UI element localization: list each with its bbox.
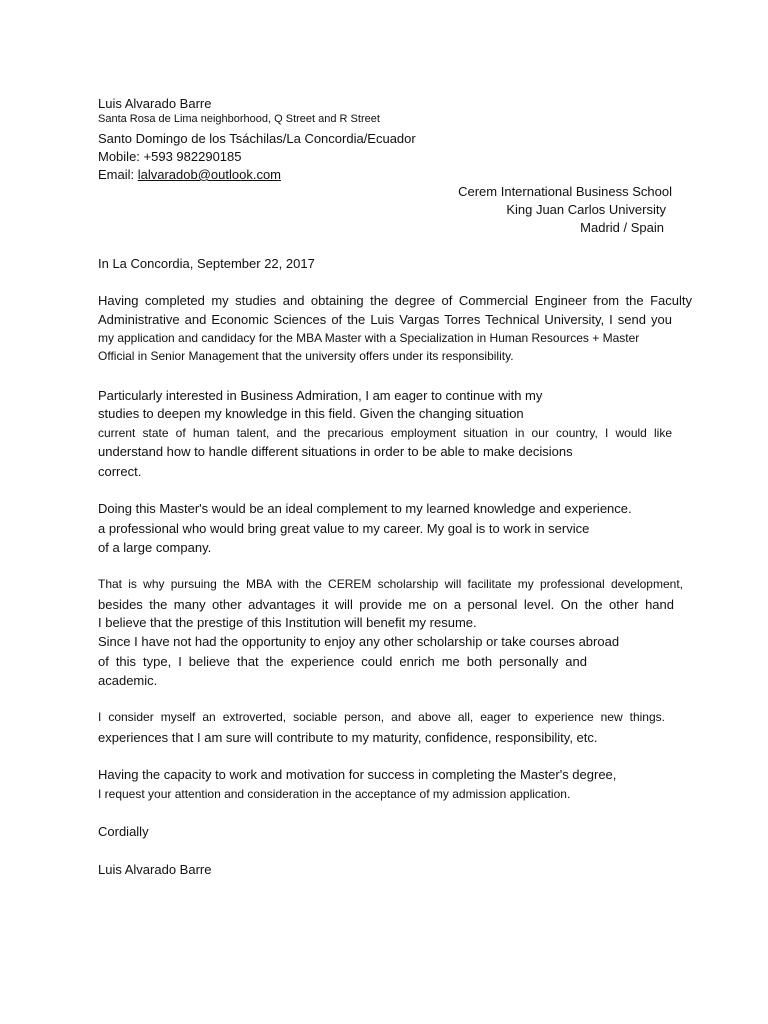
- sender-email-line: [98, 168, 281, 181]
- paragraph-2-line-5: correct.: [98, 464, 142, 479]
- paragraph-4-line-1: That is why pursuing the MBA with the CEREM scholarship will facilitate my professional development,: [98, 577, 683, 591]
- signature: Luis Alvarado Barre: [98, 862, 212, 877]
- paragraph-1-line-3: my application and candidacy for the MBA Master with a Specialization in Human Resources + Master: [98, 331, 640, 345]
- closing: Cordially: [98, 824, 149, 839]
- recipient-line1: Cerem International Business School: [458, 184, 672, 199]
- paragraph-2-line-4: understand how to handle different situations in order to be able to make decisions: [98, 444, 573, 459]
- paragraph-2-line-3: current state of human talent, and the precarious employment situation in our country, I would like: [98, 426, 672, 440]
- email-link[interactable]: lalvaradob@outlook.com: [137, 167, 282, 182]
- sender-address-line1: Santa Rosa de Lima neighborhood, Q Street and R Street: [98, 113, 380, 125]
- recipient-line3: Madrid / Spain: [580, 220, 664, 235]
- sender-mobile: Mobile: +593 982290185: [98, 149, 242, 164]
- paragraph-5-line-2: experiences that I am sure will contribute to my maturity, confidence, responsibility, etc.: [98, 730, 598, 745]
- paragraph-4-line-4: Since I have not had the opportunity to enjoy any other scholarship or take courses abroad: [98, 634, 620, 649]
- paragraph-4-line-6: academic.: [98, 673, 158, 688]
- paragraph-3-line-2: a professional who would bring great value to my career. My goal is to work in service: [98, 521, 590, 536]
- paragraph-1-line-1: Having completed my studies and obtaining the degree of Commercial Engineer from the Faculty: [98, 293, 692, 308]
- paragraph-6-line-1: Having the capacity to work and motivation for success in completing the Master's degree,: [98, 767, 617, 782]
- paragraph-1-line-2: Administrative and Economic Sciences of the Luis Vargas Torres Technical University, I send you: [98, 312, 672, 327]
- email-label: Email:: [98, 167, 138, 182]
- date-line: In La Concordia, September 22, 2017: [98, 256, 315, 271]
- paragraph-5-line-1: I consider myself an extroverted, sociable person, and above all, eager to experience new things.: [98, 710, 665, 724]
- paragraph-1-line-4: Official in Senior Management that the university offers under its responsibility.: [98, 349, 514, 363]
- paragraph-4-line-5: of this type, I believe that the experience could enrich me both personally and: [98, 654, 587, 669]
- paragraph-3-line-1: Doing this Master's would be an ideal complement to my learned knowledge and experience.: [98, 501, 632, 516]
- sender-name: Luis Alvarado Barre: [98, 96, 212, 111]
- paragraph-4-line-2: besides the many other advantages it will provide me on a personal level. On the other hand: [98, 597, 674, 612]
- paragraph-2-line-1: Particularly interested in Business Admiration, I am eager to continue with my: [98, 388, 543, 403]
- paragraph-6-line-2: I request your attention and consideration in the acceptance of my admission application.: [98, 787, 571, 801]
- recipient-line2: King Juan Carlos University: [506, 202, 666, 217]
- paragraph-4-line-3: I believe that the prestige of this Institution will benefit my resume.: [98, 615, 477, 630]
- sender-address-line2: Santo Domingo de los Tsáchilas/La Concordia/Ecuador: [98, 131, 416, 146]
- paragraph-2-line-2: studies to deepen my knowledge in this field. Given the changing situation: [98, 406, 524, 421]
- paragraph-3-line-3: of a large company.: [98, 540, 212, 555]
